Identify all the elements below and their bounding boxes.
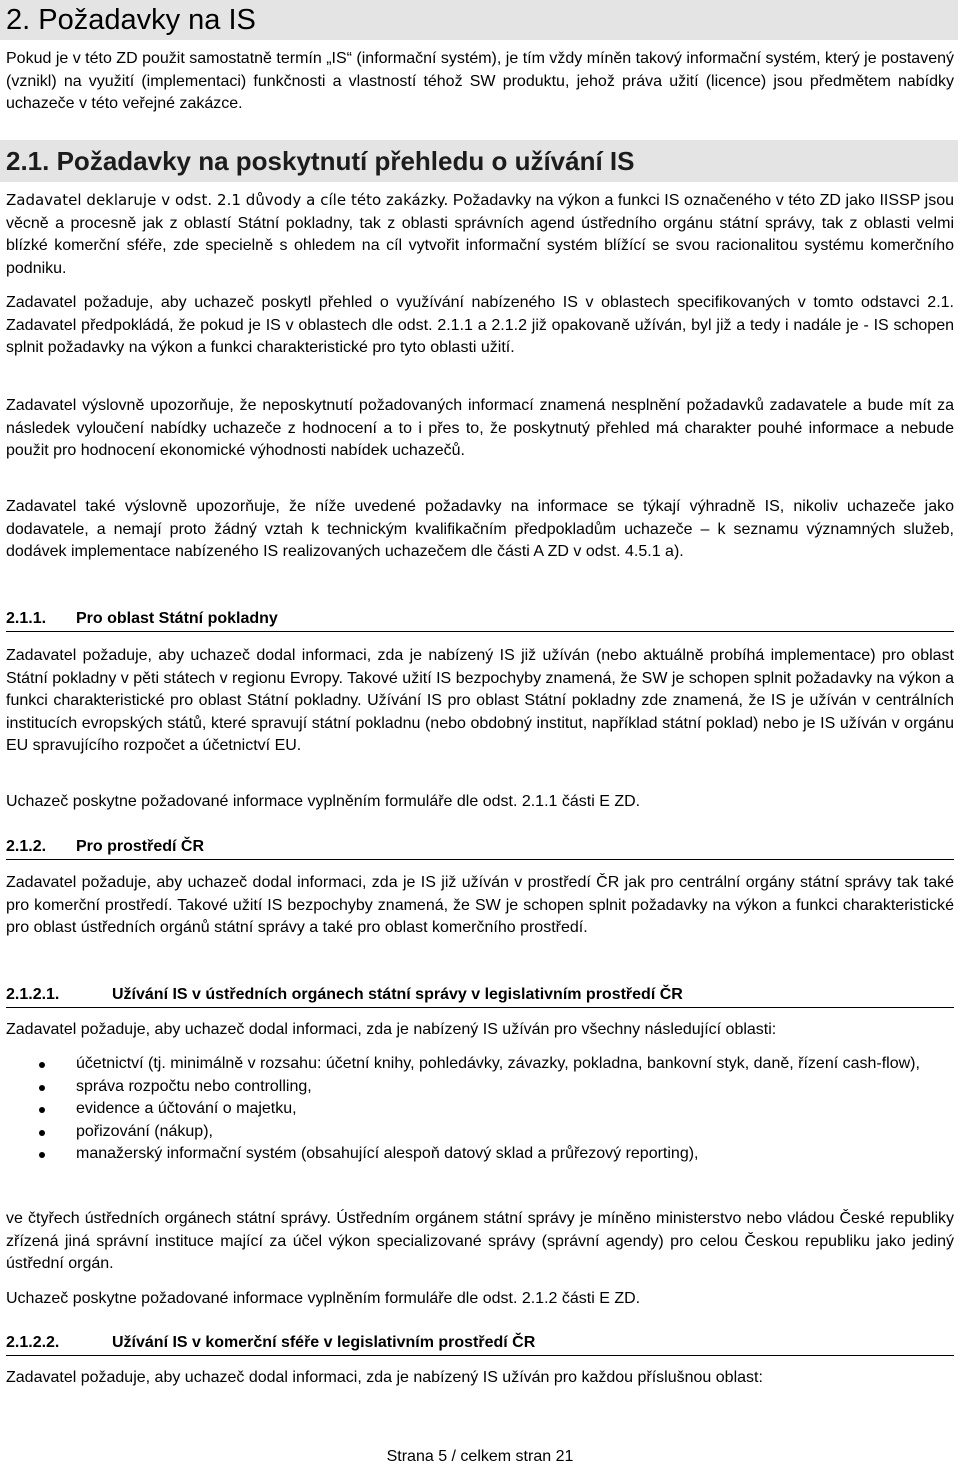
paragraph-2-1-1-form: Uchazeč poskytne požadované informace vyplněním formuláře dle odst. 2.1.1 části E ZD. (6, 793, 641, 810)
section-number: 2.1.1. (6, 610, 47, 627)
bullet-icon (39, 1107, 45, 1113)
list-item: evidence a účtování o majetku, (6, 1098, 954, 1121)
page-footer: Strana 5 / celkem stran 21 (386, 1448, 574, 1465)
section-title: Pro oblast Státní pokladny (76, 610, 278, 627)
paragraph-2-1-2-1-central-bodies: ve čtyřech ústředních orgánech státní správy. Ústředním orgánem státní správy je míněno ministerstvo nebo vládou České republiky zřízená jiná správní instituce mající za účel výkon specializované správy (správní agendy) pro celou Českou republiku jako jediný ústřední orgán. (6, 1210, 954, 1272)
paragraph-2-1-overview: Zadavatel požaduje, aby uchazeč poskytl přehled o využívání nabízeného IS v oblastech specifikovaných v tomto odstavci 2.1. Zadavatel předpokládá, že pokud je IS v oblastech dle odst. 2.1.1 a 2.1.2 již opakovaně užíván, byl již a tedy i nadále je - IS schopen splnit požadavky na výkon a funkci charakteristické pro tyto oblasti užití. (6, 294, 954, 356)
paragraph-2-1-scope: Zadavatel také výslovně upozorňuje, že níže uvedené požadavky na informace se týkají výhradně IS, nikoliv uchazeče jako dodavatele, a nemají proto žádný vztah k technickým kvalifikačním předpokladům uchazeče – k seznamu významných služeb, dodávek implementace nabízeného IS realizovaných uchazečem dle části A ZD v odst. 4.5.1 a). (6, 498, 954, 560)
section-title: Užívání IS v ústředních orgánech státní správy v legislativním prostředí ČR (112, 986, 683, 1003)
bullet-icon (39, 1062, 45, 1068)
section-heading-2: 2. Požadavky na IS (0, 0, 958, 40)
paragraph-2-1-2-1-form: Uchazeč poskytne požadované informace vyplněním formuláře dle odst. 2.1.2 části E ZD. (6, 1290, 641, 1307)
list-item: účetnictví (tj. minimálně v rozsahu: účetní knihy, pohledávky, závazky, pokladna, bankovní styk, daně, řízení cash-flow), (6, 1053, 954, 1076)
section-heading-2-1-2-1 (6, 984, 954, 1008)
section-heading-2-1: 2.1. Požadavky na poskytnutí přehledu o užívání IS (0, 140, 958, 182)
section-number: 2.1.2. (6, 838, 47, 855)
section-heading-2-1-2 (6, 836, 954, 860)
paragraph-2-1-warning: Zadavatel výslovně upozorňuje, že neposkytnutí požadovaných informací znamená nesplnění požadavků zadavatele a bude mít za následek vyloučení nabídky uchazeče z hodnocení a to i přes to, že poskytnutý přehled má charakter pouhé informace a nebude použit pro hodnocení ekonomické výhodnosti nabídek uchazečů. (6, 397, 954, 459)
bullet-icon (39, 1152, 45, 1158)
paragraph-2-1-2-2-intro: Zadavatel požaduje, aby uchazeč dodal informaci, zda je nabízený IS užíván pro každou příslušnou oblast: (6, 1369, 763, 1386)
paragraph-2-1-2-1-intro: Zadavatel požaduje, aby uchazeč dodal informaci, zda je nabízený IS užíván pro všechny následující oblasti: (6, 1021, 777, 1038)
section-number: 2.1.2.1. (6, 986, 60, 1003)
paragraph-lead: Zadavatel deklaruje v odst. 2.1 důvody a cíle této zakázky. (6, 191, 449, 209)
section-heading-2-1-2-2 (6, 1332, 954, 1356)
list-item: správa rozpočtu nebo controlling, (6, 1076, 954, 1099)
bullet-icon (39, 1130, 45, 1136)
bullet-icon (39, 1085, 45, 1091)
paragraph-2-1-2-czech: Zadavatel požaduje, aby uchazeč dodal informaci, zda je IS již užíván v prostředí ČR jak pro centrální orgány státní správy tak také pro komerční prostředí. Takové užití IS bezpochyby znamená, že SW je schopen splnit požadavky na výkon a funkci charakteristické pro oblast ústředních orgánů státní správy a také pro oblast komerčního prostředí. (6, 874, 954, 936)
section-title: Pro prostředí ČR (76, 838, 205, 855)
areas-list (6, 1053, 954, 1166)
list-item: manažerský informační systém (obsahující alespoň datový sklad a průřezový reporting), (6, 1143, 954, 1166)
paragraph-2-1-1-state-treasury: Zadavatel požaduje, aby uchazeč dodal informaci, zda je nabízený IS již užíván (nebo aktuálně probíhá implementace) pro oblast Státní pokladny v pěti státech v regionu Evropy. Takové užití IS bezpochyby znamená, že SW je schopen splnit požadavky na výkon a funkci charakteristické pro oblast Státní pokladny. Užívání IS pro oblast Státní pokladny zde znamená, že IS je užíván v centrálních institucích evropských států, které spravují státní pokladnu (nebo obdobný institut, například státní poklad) nebo je IS užíván v orgánu EU spravujícího rozpočet a účetnictví EU. (6, 647, 954, 754)
paragraph-rest: Požadavky na výkon a funkci IS označeného v této ZD jako IISSP jsou věcně a procesně jak z oblastí Státní pokladny, tak z oblasti správních agend ústředního orgánu státní správy, tak z oblasti velmi blízké komerční sféře, zde specielně s ohledem na cíl vytvořit informační systém blížící se svou racionalitou systému komerčního podniku. (6, 192, 955, 277)
section-title: Užívání IS v komerční sféře v legislativním prostředí ČR (112, 1334, 536, 1351)
paragraph-2-1-goals (6, 189, 954, 280)
section-number: 2.1.2.2. (6, 1334, 60, 1351)
list-item: pořizování (nákup), (6, 1121, 954, 1144)
intro-paragraph: Pokud je v této ZD použit samostatně termín „IS“ (informační systém), je tím vždy míněn takový informační systém, který je postavený (vznikl) na využití (implementaci) funkčnosti a vlastností téhož SW produktu, jehož práva užití (licence) jsou předmětem nabídky uchazeče v této veřejné zakázce. (6, 50, 954, 112)
section-heading-2-1-1 (6, 608, 954, 632)
